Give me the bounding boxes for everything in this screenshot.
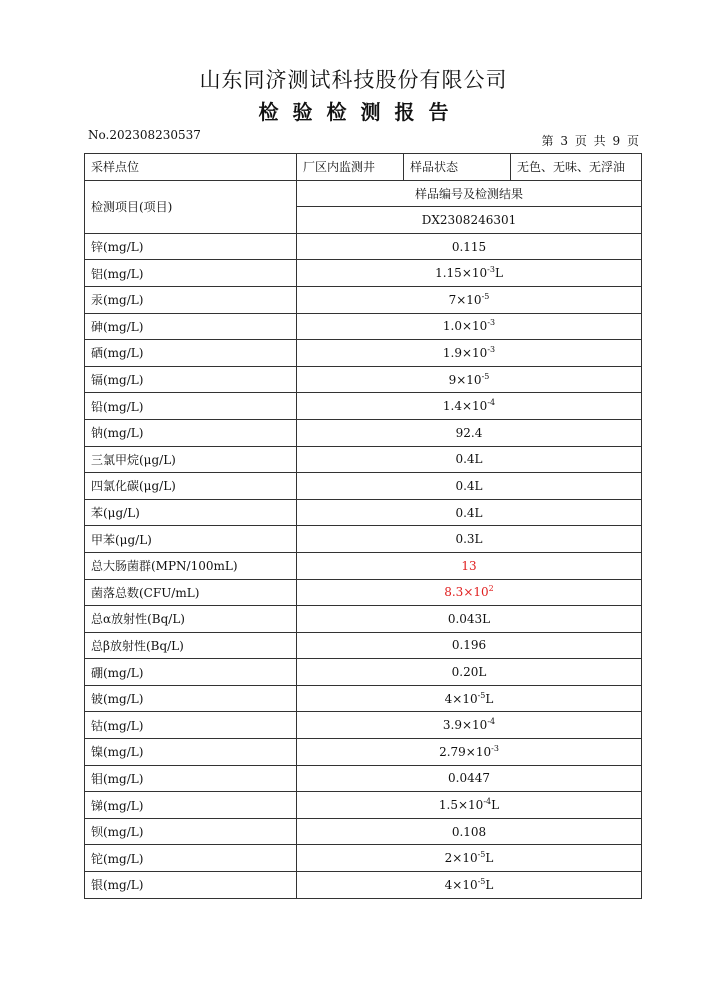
result-base: 9×10 <box>448 372 482 387</box>
test-result-value <box>297 739 642 766</box>
page-suffix: 页 <box>626 134 639 148</box>
results-table-body <box>85 154 642 899</box>
test-item-name: 银(mg/L) <box>85 872 297 899</box>
table-row <box>85 685 642 712</box>
test-item-name: 总α放射性(Bq/L) <box>85 606 297 633</box>
table-row <box>85 446 642 473</box>
test-item-name: 锑(mg/L) <box>85 792 297 819</box>
test-item-name: 苯(μg/L) <box>85 499 297 526</box>
result-suffix: L <box>494 266 503 281</box>
result-base: 4×10 <box>444 877 478 892</box>
test-item-name: 砷(mg/L) <box>85 313 297 340</box>
table-row <box>85 340 642 367</box>
result-base: 4×10 <box>444 691 478 706</box>
result-base: 2×10 <box>444 851 478 866</box>
table-row <box>85 872 642 899</box>
test-result-value <box>297 419 642 446</box>
page-prefix: 第 <box>541 134 554 148</box>
test-item-name: 钴(mg/L) <box>85 712 297 739</box>
test-item-name: 甲苯(μg/L) <box>85 526 297 553</box>
test-item-name: 四氯化碳(μg/L) <box>85 473 297 500</box>
test-item-name: 镉(mg/L) <box>85 366 297 393</box>
test-result-value <box>297 260 642 287</box>
test-result-value <box>297 659 642 686</box>
result-base: 1.0×10 <box>442 319 488 334</box>
test-result-value <box>297 393 642 420</box>
test-result-value <box>297 313 642 340</box>
sample-status-label: 样品状态 <box>404 154 511 181</box>
test-item-name: 铍(mg/L) <box>85 685 297 712</box>
test-item-name: 总大肠菌群(MPN/100mL) <box>85 552 297 579</box>
result-suffix: L <box>485 851 494 866</box>
result-header-row <box>85 180 642 207</box>
table-row <box>85 499 642 526</box>
table-row <box>85 419 642 446</box>
page-indicator <box>542 132 639 149</box>
result-base: 0.0447 <box>448 771 490 786</box>
table-row <box>85 260 642 287</box>
result-base: 0.4L <box>455 478 483 493</box>
test-item-name: 钠(mg/L) <box>85 419 297 446</box>
result-base: 92.4 <box>455 425 483 440</box>
table-row <box>85 526 642 553</box>
result-exponent: -4 <box>487 398 496 408</box>
table-row <box>85 739 642 766</box>
result-exponent: -5 <box>481 371 490 381</box>
table-row <box>85 606 642 633</box>
test-result-value <box>297 712 642 739</box>
test-item-name: 镍(mg/L) <box>85 739 297 766</box>
result-base: 8.3×10 <box>444 585 489 600</box>
result-exponent: -3 <box>487 265 495 275</box>
page-current: 3 <box>560 134 569 148</box>
result-exponent: -3 <box>487 318 496 328</box>
table-row <box>85 286 642 313</box>
result-base: 0.115 <box>451 239 487 254</box>
result-base: 0.4L <box>455 505 483 520</box>
result-exponent: -3 <box>491 743 499 753</box>
result-exponent: -5 <box>477 876 486 886</box>
test-item-name: 铝(mg/L) <box>85 260 297 287</box>
test-item-name: 铊(mg/L) <box>85 845 297 872</box>
page-mid: 页 共 <box>574 134 606 148</box>
test-item-name: 三氯甲烷(μg/L) <box>85 446 297 473</box>
test-result-value <box>297 526 642 553</box>
table-row <box>85 792 642 819</box>
test-item-name: 锌(mg/L) <box>85 233 297 260</box>
sampling-point-row <box>85 154 642 181</box>
test-result-value <box>297 606 642 633</box>
report-number: No.202308230537 <box>88 128 201 142</box>
table-row <box>85 366 642 393</box>
result-base: 0.196 <box>451 638 487 653</box>
table-row <box>85 313 642 340</box>
table-row <box>85 552 642 579</box>
table-row <box>85 659 642 686</box>
result-base: 1.9×10 <box>442 345 488 360</box>
result-base: 1.5×10 <box>438 798 484 813</box>
result-base: 1.4×10 <box>442 399 488 414</box>
result-exponent: -5 <box>481 291 490 301</box>
result-base: 1.15×10 <box>435 266 488 281</box>
table-row <box>85 712 642 739</box>
test-item-name: 硒(mg/L) <box>85 340 297 367</box>
test-result-value <box>297 818 642 845</box>
test-result-value <box>297 499 642 526</box>
result-suffix: L <box>485 877 494 892</box>
test-result-value <box>297 366 642 393</box>
result-suffix: L <box>491 798 500 813</box>
test-item-name: 菌落总数(CFU/mL) <box>85 579 297 606</box>
table-row <box>85 579 642 606</box>
result-exponent: -4 <box>483 797 492 807</box>
test-item-name: 钼(mg/L) <box>85 765 297 792</box>
result-base: 2.79×10 <box>439 744 492 759</box>
report-title: 检验检测报告 <box>258 100 463 124</box>
result-base: 0.043L <box>447 611 491 626</box>
sample-status-value: 无色、无味、无浮油 <box>511 154 642 181</box>
table-row <box>85 632 642 659</box>
test-result-value <box>297 446 642 473</box>
test-result-value <box>297 552 642 579</box>
sampling-point-label: 采样点位 <box>85 154 297 181</box>
test-item-name: 钡(mg/L) <box>85 818 297 845</box>
test-result-value <box>297 579 642 606</box>
results-table <box>84 153 642 899</box>
result-exponent: 2 <box>488 584 494 594</box>
sampling-point-value: 厂区内监测井 <box>297 154 404 181</box>
result-exponent: -3 <box>487 344 496 354</box>
test-result-value <box>297 632 642 659</box>
test-item-name: 铅(mg/L) <box>85 393 297 420</box>
test-result-value <box>297 286 642 313</box>
table-row <box>85 845 642 872</box>
test-result-value <box>297 340 642 367</box>
table-row <box>85 473 642 500</box>
company-name: 山东同济测试科技股份有限公司 <box>199 68 508 92</box>
result-base: 0.108 <box>451 824 487 839</box>
result-exponent: -5 <box>477 690 486 700</box>
test-result-value <box>297 233 642 260</box>
result-base: 13 <box>461 558 477 573</box>
result-exponent: -4 <box>487 717 496 727</box>
test-result-value <box>297 685 642 712</box>
page-total: 9 <box>612 134 621 148</box>
result-base: 0.4L <box>455 452 483 467</box>
test-result-value <box>297 792 642 819</box>
item-column-header: 检测项目(项目) <box>85 180 297 233</box>
test-result-value <box>297 845 642 872</box>
sample-id: DX2308246301 <box>297 207 642 234</box>
result-exponent: -5 <box>477 850 486 860</box>
result-base: 3.9×10 <box>442 718 488 733</box>
test-result-value <box>297 473 642 500</box>
test-result-value <box>297 765 642 792</box>
test-item-name: 硼(mg/L) <box>85 659 297 686</box>
test-result-value <box>297 872 642 899</box>
result-column-header: 样品编号及检测结果 <box>297 180 642 207</box>
table-row <box>85 818 642 845</box>
test-item-name: 总β放射性(Bq/L) <box>85 632 297 659</box>
table-row <box>85 765 642 792</box>
result-suffix: L <box>485 691 494 706</box>
table-row <box>85 393 642 420</box>
table-row <box>85 233 642 260</box>
result-base: 0.3L <box>455 532 483 547</box>
result-base: 7×10 <box>448 292 482 307</box>
result-base: 0.20L <box>451 665 487 680</box>
test-item-name: 汞(mg/L) <box>85 286 297 313</box>
